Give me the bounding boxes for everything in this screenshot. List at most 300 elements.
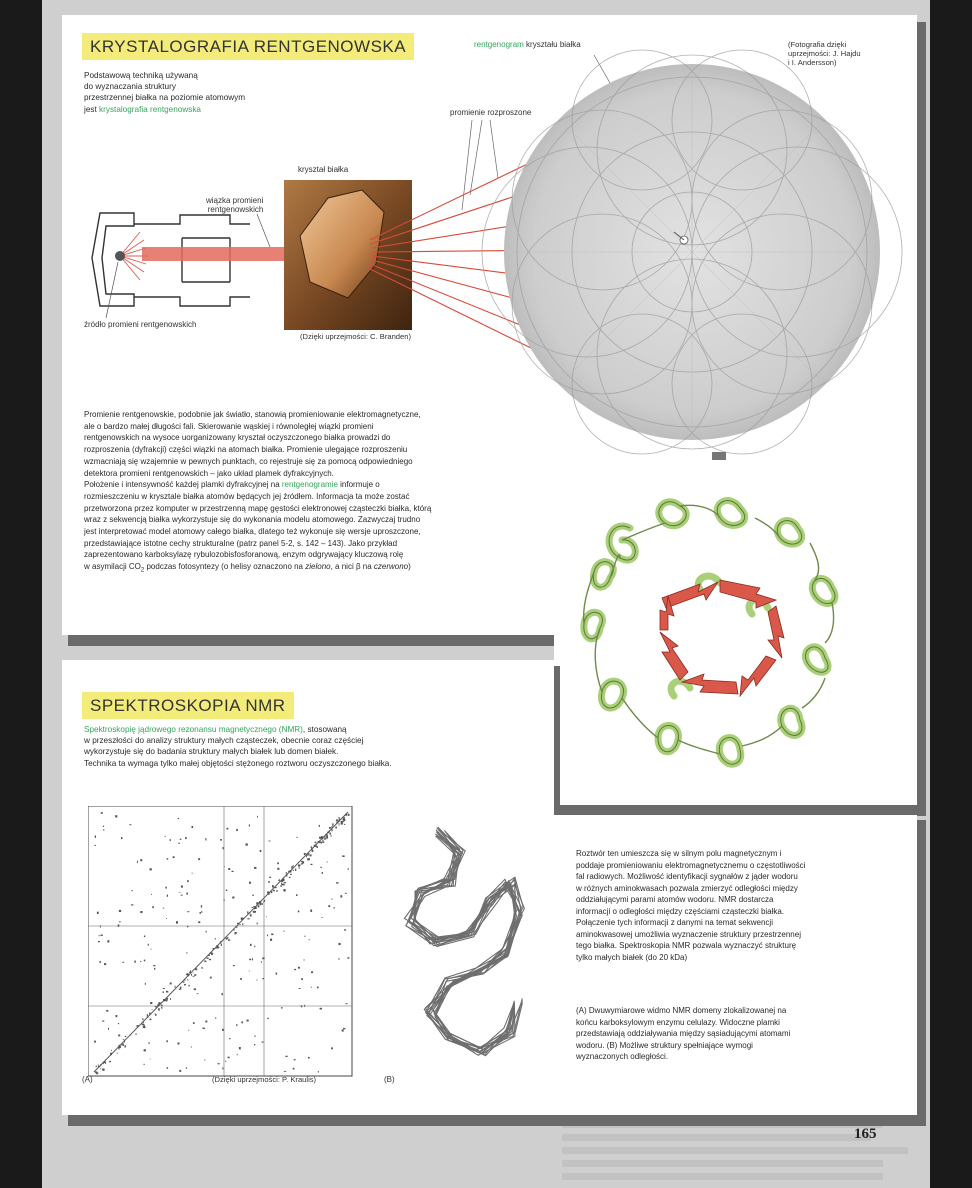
label-scattered-rays: promienie rozproszone [450, 108, 532, 117]
spectrum-peak [100, 925, 101, 927]
xray-body-line: wraz z sekwencją białka wykorzystuje się do wykonania modelu atomowego. Zazwyczaj trudno [84, 515, 421, 525]
spectrum-peak [336, 882, 338, 883]
spectrum-peak [304, 959, 305, 960]
spectrum-peak [322, 840, 323, 841]
spectrum-peak [267, 1018, 268, 1019]
label-rentgenogram-rest: kryształu białka [523, 40, 581, 49]
spectrum-peak [298, 864, 300, 866]
spectrum-peak [119, 921, 120, 922]
spectrum-peak [201, 911, 203, 912]
spectrum-peak [282, 879, 284, 880]
spectrum-peak [249, 959, 251, 961]
spectrum-peak [119, 1045, 121, 1047]
spectrum-peak [347, 957, 349, 959]
spectrum-peak [178, 818, 179, 819]
spectrum-peak [240, 978, 242, 980]
spectrum-peak [262, 978, 264, 979]
spectrum-peak [222, 1029, 224, 1031]
spectrum-peak [167, 895, 168, 897]
nmr-intro [84, 724, 554, 769]
spectrum-peak [254, 1044, 255, 1045]
spectrum-peak [194, 974, 196, 976]
spectrum-peak [250, 944, 252, 946]
spectrum-peak [279, 879, 280, 880]
spectrum-peak [322, 841, 324, 843]
spectrum-peak [242, 923, 243, 925]
label-b: (B) [384, 1075, 395, 1084]
xray-body-text: podczas fotosyntezy (o helisy oznaczono na [144, 562, 306, 572]
xray-source-anode [115, 251, 125, 261]
spectrum-peak [267, 935, 268, 937]
nmr-caption [576, 1005, 916, 1063]
spectrum-peak [311, 971, 313, 973]
spectrum-peak [137, 861, 138, 863]
spectrum-peak [98, 1065, 99, 1067]
spectrum-peak [249, 912, 251, 913]
spectrum-peak [99, 935, 101, 936]
nmr-right-line: fal radiowych. Możliwość identyfikacji sygnałów z jąder wodoru [576, 872, 798, 881]
spectrum-peak [341, 823, 343, 825]
spectrum-peak [102, 1021, 104, 1022]
spectrum-peak [94, 845, 96, 846]
spectrum-peak [302, 861, 304, 863]
spectrum-peak [97, 912, 99, 914]
spectrum-peak [340, 895, 342, 897]
spectrum-peak [332, 823, 333, 825]
spectrum-peak [268, 881, 270, 883]
spectrum-peak [235, 932, 236, 934]
xray-body-line: przedstawiające istotne cechy strukturalne (patrz panel 5-2, s. 142 – 143). Jako przykład [84, 538, 398, 548]
spectrum-peak [249, 971, 250, 972]
spectrum-peak [322, 872, 323, 874]
spectrum-peak [311, 987, 312, 988]
spectrum-peak [154, 968, 155, 970]
spectrum-peak [119, 910, 121, 912]
nmr-right-line: oddziałującymi parami atomów wodoru. NMR dostarcza [576, 895, 774, 904]
spectrum-peak [338, 958, 339, 959]
spectrum-peak [181, 886, 183, 888]
spectrum-peak [178, 843, 180, 844]
spectrum-peak [175, 986, 176, 988]
spectrum-peak [125, 1045, 126, 1047]
spectrum-peak [134, 961, 135, 963]
spectrum-peak [151, 894, 152, 895]
xray-body-text: , a nici β na [330, 562, 374, 572]
spectrum-peak [268, 893, 270, 895]
spectrum-peak [332, 826, 333, 828]
spectrum-peak [286, 875, 287, 877]
rubisco-ribbon-model [570, 488, 870, 778]
spectrum-peak [152, 1009, 153, 1010]
spectrum-peak [237, 1054, 238, 1055]
spectrum-peak [281, 1007, 283, 1008]
spectrum-peak [260, 903, 262, 905]
xray-diagram [42, 0, 930, 460]
spectrum-peak [290, 874, 292, 875]
spectrum-peak [331, 1047, 333, 1049]
spectrum-peak [123, 1043, 124, 1045]
spectrum-peak [187, 911, 189, 912]
spectrum-peak [276, 973, 278, 975]
spectrum-peak [121, 837, 123, 839]
spectrum-peak [167, 858, 169, 859]
spectrum-peak [170, 998, 171, 1000]
spectrum-peak [320, 867, 322, 868]
spectrum-peak [195, 968, 197, 970]
spectrum-peak [186, 952, 187, 953]
spectrum-peak [147, 1014, 148, 1016]
spectrum-peak [226, 890, 228, 892]
nmr-caption-line: (A) Dwuwymiarowe widmo NMR domeny zlokalizowanej na [576, 1006, 787, 1015]
nmr-right-text [576, 848, 916, 963]
spectrum-peak [299, 867, 300, 869]
spectrum-peak [179, 1070, 181, 1072]
spectrum-peak [161, 1007, 162, 1009]
spectrum-peak [329, 831, 330, 832]
spectrum-peak [122, 1043, 123, 1045]
xray-body-text: Położenie i intensywność każdej plamki dyfrakcyjnej na [84, 480, 282, 490]
spectrum-peak [273, 890, 275, 892]
spectrum-peak [286, 872, 287, 874]
spectrum-peak [144, 960, 146, 962]
spectrum-peak [308, 1057, 310, 1059]
spectrum-peak [260, 850, 262, 852]
spectrum-peak [271, 891, 273, 893]
spectrum-peak [153, 965, 155, 966]
spectrum-peak [232, 871, 234, 872]
spectrum-peak [198, 921, 200, 923]
spectrum-peak [257, 979, 258, 980]
spectrum-peak [348, 814, 350, 816]
spectrum-peak [107, 940, 109, 942]
spectrum-peak [284, 882, 286, 883]
label-protein-crystal: kryształ białka [298, 165, 349, 174]
spectrum-peak [327, 862, 328, 863]
spectrum-peak [289, 870, 291, 872]
xray-body-line: przetworzona przez komputer w przestrzenną mapę gęstości elektronowej cząsteczki białka, którą [84, 503, 432, 513]
term-rentgenogram: rentgenogram [474, 40, 524, 49]
spectrum-peak [348, 868, 349, 869]
spectrum-peak [200, 912, 201, 914]
spectrum-peak [345, 893, 347, 894]
word-czerwono: czerwono [373, 562, 409, 572]
spectrum-peak [166, 998, 168, 1000]
background-text-line [562, 1173, 883, 1180]
spectrum-peak [221, 944, 222, 946]
spectrum-peak [257, 923, 258, 925]
spectrum-peak [211, 954, 213, 955]
spectrum-peak [315, 844, 316, 846]
spectrum-peak [317, 846, 319, 848]
spectrum-peak [262, 903, 263, 905]
spectrum-peak [332, 898, 333, 900]
spectrum-peak [240, 924, 241, 925]
spectrum-peak [143, 1021, 144, 1023]
spectrum-peak [271, 934, 273, 936]
spectrum-peak [145, 983, 146, 985]
spectrum-peak [166, 991, 168, 993]
spectrum-peak [118, 1035, 120, 1037]
xray-body-line: Promienie rentgenowskie, podobnie jak światło, stanowią promieniowanie elektromagnetyczne, [84, 410, 421, 419]
spectrum-peak [143, 1026, 145, 1028]
spectrum-peak [334, 907, 335, 909]
spectrum-peak [158, 1008, 160, 1010]
spectrum-peak [311, 847, 312, 849]
spectrum-peak [124, 1040, 125, 1042]
spectrum-peak [335, 827, 337, 829]
spectrum-peak [255, 911, 256, 913]
nmr-right-line: poddaje promieniowaniu elektromagnetycznemu o częstotliwości [576, 860, 806, 870]
spectrum-peak [312, 850, 314, 852]
spectrum-peak [339, 943, 341, 945]
spectrum-peak [325, 836, 326, 838]
spectrum-peak [147, 1017, 149, 1018]
spectrum-peak [304, 936, 305, 937]
spectrum-peak [249, 882, 251, 884]
spectrum-peak [155, 1006, 156, 1007]
spectrum-peak [202, 967, 203, 969]
spectrum-peak [185, 979, 186, 980]
spectrum-peak [224, 900, 225, 901]
spectrum-peak [187, 979, 188, 980]
spectrum-peak [187, 880, 189, 882]
spectrum-peak [192, 873, 193, 874]
nmr-caption-line: wodoru. (B) Możliwe struktury spełniające wymogi [576, 1040, 753, 1050]
spectrum-peak [328, 905, 330, 907]
spectrum-peak [294, 1059, 296, 1060]
spectrum-peak [266, 916, 267, 917]
photo-credit-line: i I. Andersson) [788, 58, 837, 67]
spectrum-peak [102, 1069, 104, 1071]
xray-title: KRYSTALOGRAFIA RENTGENOWSKA [82, 33, 414, 60]
spectrum-peak [258, 905, 260, 907]
spectrum-peak [342, 855, 344, 857]
xray-body-line: detektora promieni rentgenowskich – jako układ plamek dyfrakcyjnych. [84, 468, 334, 478]
spectrum-peak [152, 906, 154, 908]
spectrum-peak [346, 1003, 348, 1004]
nmr-caption-line: końcu karboksylowym enzymu celulazy. Widoczne plamki [576, 1017, 780, 1027]
spectrum-peak [336, 822, 338, 824]
nmr-right-line: w różnych aminokwasach pozwala zmierzyć odległości między [576, 883, 798, 893]
spectrum-peak [103, 826, 104, 827]
term-xray-crystallography: krystalografia rentgenowska [99, 104, 201, 114]
spectrum-peak [165, 836, 166, 837]
xray-body-text: informuje o [337, 480, 380, 490]
spectrum-peak [227, 828, 229, 830]
xray-body-line: rozmieszczeniu w krysztale białka atomów będących jej źródłem. Informacja ta może zostać [84, 491, 410, 501]
spectrum-peak [215, 938, 216, 939]
spectrum-peak [205, 1059, 206, 1060]
spectrum-peak [296, 894, 298, 896]
spectrum-peak [132, 890, 133, 891]
spectrum-peak [254, 1036, 255, 1037]
spectrum-peak [111, 1050, 112, 1051]
spectrum-peak [140, 961, 141, 962]
nmr-intro-text: , stosowaną [302, 725, 347, 734]
spectrum-peak [220, 941, 222, 942]
spectrum-peak [307, 854, 308, 856]
spectrum-peak [237, 923, 239, 924]
spectrum-peak [193, 973, 194, 974]
spectrum-peak [187, 973, 189, 975]
spectrum-peak [193, 1022, 195, 1024]
spectrum-peak [207, 958, 209, 959]
spectrum-peak [289, 877, 291, 878]
spectrum-peak [191, 1047, 192, 1048]
spectrum-peak [228, 868, 230, 870]
spectrum-peak [284, 1071, 286, 1072]
spectrum-peak [208, 955, 210, 956]
spectrum-peak [285, 1056, 287, 1057]
nmr-caption-line: wyznaczonych odległości. [576, 1052, 669, 1061]
spectrum-peak [261, 961, 262, 963]
spectrum-peak [188, 1030, 189, 1031]
spectrum-peak [101, 812, 103, 814]
spectrum-peak [247, 911, 248, 913]
spectrum-peak [283, 889, 285, 891]
spectrum-peak [215, 1017, 216, 1019]
spectrum-peak [210, 977, 212, 979]
spectrum-peak [252, 958, 253, 960]
xray-intro-line: do wyznaczania struktury [84, 82, 176, 92]
spectrum-peak [293, 865, 294, 867]
spectrum-peak [167, 1067, 169, 1069]
credit-kraulis: (Dzięki uprzejmości: P. Kraulis) [212, 1075, 317, 1084]
spectrum-peak [176, 921, 178, 923]
spectrum-peak [218, 947, 220, 948]
term-rentgenogramie: rentgenogramie [281, 480, 338, 490]
spectrum-peak [310, 910, 312, 912]
spectrum-peak [246, 843, 248, 845]
spectrum-peak [298, 967, 300, 969]
spectrum-peak [166, 918, 167, 919]
spectrum-peak [278, 880, 280, 881]
spectrum-peak [135, 1034, 137, 1035]
nmr-spectrum [88, 806, 354, 1088]
spectrum-peak [315, 842, 317, 843]
spectrum-peak [204, 961, 206, 963]
spectrum-peak [118, 1048, 119, 1050]
spectrum-peak [228, 939, 230, 940]
spectrum-peak [236, 829, 238, 831]
spectrum-peak [142, 1018, 143, 1020]
spectrum-peak [228, 1057, 230, 1059]
xray-body-line: wzmacniają się wzajemnie w pewnych punktach, co rejestruje się za pomocą odpowiedniego [84, 456, 413, 466]
xray-body-line: ale o bardzo małej długości fali. Skierowanie wąskiej i równoległej wiązki promieni [84, 421, 374, 431]
spectrum-peak [330, 833, 331, 834]
spectrum-peak [150, 868, 152, 870]
spectrum-peak [254, 946, 255, 948]
spectrum-peak [262, 1042, 264, 1043]
spectrum-peak [318, 1071, 319, 1072]
nmr-right-line: tego białka. Spektroskopia NMR pozwala wyznaczyć strukturę [576, 941, 797, 950]
spectrum-peak [150, 1059, 151, 1060]
spectrum-peak [263, 901, 264, 902]
spectrum-peak [233, 965, 235, 966]
spectrum-peak [331, 829, 332, 831]
spectrum-peak [241, 918, 243, 920]
spectrum-peak [116, 1015, 118, 1017]
nmr-right-line: Roztwór ten umieszcza się w silnym polu magnetycznym i [576, 849, 782, 858]
xray-body-text: ) [408, 562, 411, 572]
spectrum-peak [173, 856, 175, 858]
spectrum-peak [317, 987, 319, 989]
spectrum-peak [311, 854, 312, 856]
nmr-right-line: informacji o odległości między częściami cząsteczki białka. [576, 906, 785, 916]
spectrum-peak [311, 849, 313, 850]
nmr-structure-ensemble [380, 822, 550, 1072]
spectrum-peak [224, 866, 225, 867]
spectrum-peak [239, 1047, 241, 1049]
spectrum-peak [254, 867, 256, 869]
xray-intro-line: Podstawową techniką używaną [84, 71, 198, 80]
spectrum-peak [304, 1005, 305, 1007]
nmr-right-line: aminokwasowej umożliwia wyznaczenie struktury przestrzennej [576, 929, 801, 939]
source-pointer [106, 262, 118, 318]
spectrum-peak [318, 841, 320, 842]
spectrum-peak [118, 924, 120, 926]
spectrum-peak [100, 1068, 101, 1069]
spectrum-peak [190, 970, 191, 972]
spectrum-peak [241, 1021, 243, 1023]
spectrum-peak [121, 1045, 123, 1046]
spectrum-peak [337, 820, 339, 821]
spectrum-peak [220, 839, 222, 841]
spectrum-peak [131, 904, 133, 905]
spectrum-peak [109, 1061, 111, 1063]
nmr-right-line: Połączenie tych informacji z danymi na temat sekwencji [576, 918, 773, 927]
spectrum-peak [282, 884, 284, 886]
spectrum-peak [283, 931, 284, 932]
spectrum-peak [322, 917, 323, 918]
spectrum-peak [291, 866, 292, 868]
spectrum-peak [215, 948, 216, 949]
label-xray-beam-line: rentgenowskich [207, 205, 264, 214]
spectrum-peak [94, 1041, 96, 1043]
spectrum-peak [293, 1068, 295, 1070]
xray-body-line: zaprezentowano karboksylazę rybulozobisfosforanową, enzym odgrywający kluczową rolę [84, 550, 404, 560]
spectrum-peak [342, 1029, 344, 1031]
page-number: 165 [854, 1126, 877, 1142]
spectrum-peak [305, 853, 306, 854]
label-xray-source: źródło promieni rentgenowskich [84, 320, 197, 329]
spectrum-peak [178, 1043, 180, 1045]
spectrum-peak [104, 963, 106, 965]
spectrum-peak [201, 905, 202, 907]
spectrum-peak [320, 1008, 322, 1010]
spectrum-peak [344, 819, 346, 821]
nmr-intro-line: w przeszłości do analizy struktury małych cząsteczek, obecnie coraz częściej [84, 736, 364, 746]
spectrum-peak [267, 891, 269, 893]
spectrum-peak [98, 941, 100, 942]
structure-trace [411, 831, 516, 1053]
spectrum-peak [157, 1004, 159, 1005]
diffraction-pattern [482, 50, 902, 454]
spectrum-peak [339, 823, 340, 825]
spectrum-peak [181, 895, 183, 896]
spectrum-peak [262, 957, 264, 959]
spectrum-peak [213, 948, 215, 950]
spectrum-peak [186, 893, 188, 895]
xray-body-text: w asymilacji CO [84, 562, 141, 572]
spectrum-peak [151, 949, 152, 950]
scattered-pointers [462, 120, 498, 210]
spectrum-peak [101, 935, 103, 936]
spectrum-peak [125, 1036, 126, 1037]
photo-credit-line: uprzejmości: J. Hajdu [788, 49, 861, 58]
spectrum-peak [206, 931, 207, 933]
spectrum-peak [103, 829, 104, 830]
